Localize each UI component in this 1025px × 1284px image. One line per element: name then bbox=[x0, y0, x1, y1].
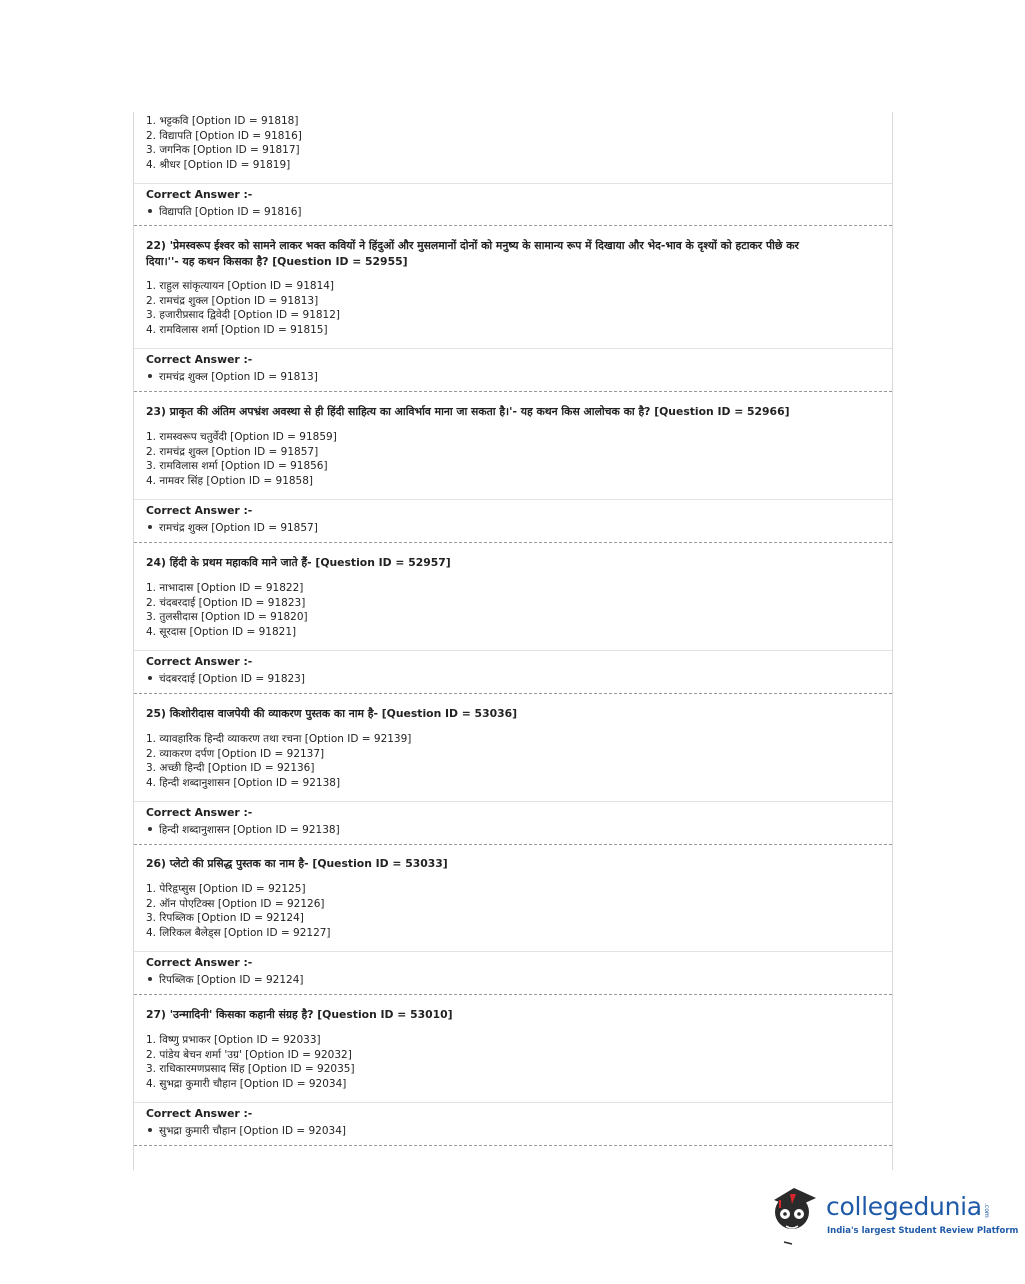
correct-answer-q22: रामचंद्र शुक्ल [Option ID = 91813] bbox=[146, 370, 318, 384]
option-1: 1. नाभादास [Option ID = 91822] bbox=[146, 582, 304, 594]
option-3: 3. अच्छी हिन्दी [Option ID = 92136] bbox=[146, 762, 315, 775]
correct-answer-label: Correct Answer :- bbox=[146, 956, 253, 969]
options-list-q21 bbox=[146, 114, 302, 173]
option-4: 4. सूरदास [Option ID = 91821] bbox=[146, 626, 297, 639]
option-4: 4. सुभद्रा कुमारी चौहान [Option ID = 92034] bbox=[146, 1078, 347, 1091]
option-3: 3. रामविलास शर्मा [Option ID = 91856] bbox=[146, 460, 328, 473]
options-list-q22 bbox=[146, 279, 340, 338]
question-divider bbox=[134, 225, 892, 226]
divider bbox=[134, 951, 892, 952]
correct-answer-label: Correct Answer :- bbox=[146, 504, 253, 517]
option-4: 4. नामवर सिंह [Option ID = 91858] bbox=[146, 475, 314, 488]
brand-tagline: India's largest Student Review Platform bbox=[827, 1226, 1019, 1236]
option-1: 1. रामस्वरूप चतुर्वेदी [Option ID = 91859] bbox=[146, 431, 337, 443]
bullet-icon bbox=[148, 1128, 152, 1132]
option-2: 2. ऑन पोएटिक्स [Option ID = 92126] bbox=[146, 897, 325, 910]
divider bbox=[134, 183, 892, 184]
correct-answer-q21: विद्यापति [Option ID = 91816] bbox=[146, 205, 302, 219]
options-list-q24 bbox=[146, 581, 308, 640]
option-2: 2. पांडेय बेचन शर्मा 'उग्र' [Option ID = 92032] bbox=[146, 1048, 352, 1061]
option-2: 2. रामचंद्र शुक्ल [Option ID = 91857] bbox=[146, 445, 319, 458]
correct-answer-label: Correct Answer :- bbox=[146, 188, 253, 201]
option-1: 1. विष्णु प्रभाकर [Option ID = 92033] bbox=[146, 1034, 321, 1046]
options-list-q26 bbox=[146, 882, 331, 941]
option-4: 4. श्रीधर [Option ID = 91819] bbox=[146, 159, 291, 172]
option-2: 2. रामचंद्र शुक्ल [Option ID = 91813] bbox=[146, 294, 319, 307]
question-divider bbox=[134, 844, 892, 845]
correct-answer-q27: सुभद्रा कुमारी चौहान [Option ID = 92034] bbox=[146, 1124, 346, 1138]
question-divider bbox=[134, 1145, 892, 1146]
option-4: 4. लिरिकल बैलेड्स [Option ID = 92127] bbox=[146, 927, 331, 940]
question-q26: 26) प्लेटो की प्रसिद्ध पुस्तक का नाम है- [Question ID = 53033] bbox=[146, 857, 448, 870]
question-q25: 25) किशोरीदास वाजपेयी की व्याकरण पुस्तक का नाम है- [Question ID = 53036] bbox=[146, 707, 518, 720]
question-q22: 22) 'प्रेमस्वरूप ईश्वर को सामने लाकर भक्त कवियों ने हिंदुओं और मुसलमानों दोनों को मनुष्य के सामान्य रूप में दिखाया और भेद-भाव के दृश्यों को हटाकर पीछे कर दिया।''- यह कथन किसका है? [Question ID = 52955] bbox=[146, 239, 799, 268]
correct-answer-label: Correct Answer :- bbox=[146, 655, 253, 668]
question-divider bbox=[134, 994, 892, 995]
bullet-icon bbox=[148, 827, 152, 831]
option-3: 3. रिपब्लिक [Option ID = 92124] bbox=[146, 912, 304, 925]
divider bbox=[134, 1102, 892, 1103]
brand-domain: .com bbox=[983, 1203, 990, 1218]
correct-answer-q23: रामचंद्र शुक्ल [Option ID = 91857] bbox=[146, 521, 318, 535]
option-2: 2. चंदबरदाई [Option ID = 91823] bbox=[146, 596, 306, 609]
option-3: 3. तुलसीदास [Option ID = 91820] bbox=[146, 611, 308, 624]
question-divider bbox=[134, 693, 892, 694]
divider bbox=[134, 499, 892, 500]
option-2: 2. व्याकरण दर्पण [Option ID = 92137] bbox=[146, 747, 325, 760]
question-q23: 23) प्राकृत की अंतिम अपभ्रंश अवस्था से ही हिंदी साहित्य का आविर्भाव माना जा सकता है।'- यह कथन किस आलोचक का है? [Question ID = 52966] bbox=[146, 405, 790, 418]
question-q24: 24) हिंदी के प्रथम महाकवि माने जाते हैं- [Question ID = 52957] bbox=[146, 556, 451, 569]
option-3: 3. जगनिक [Option ID = 91817] bbox=[146, 144, 300, 157]
bullet-icon bbox=[148, 676, 152, 680]
options-list-q23 bbox=[146, 430, 337, 489]
question-divider bbox=[134, 391, 892, 392]
option-4: 4. रामविलास शर्मा [Option ID = 91815] bbox=[146, 324, 328, 337]
correct-answer-label: Correct Answer :- bbox=[146, 353, 253, 366]
correct-answer-label: Correct Answer :- bbox=[146, 806, 253, 819]
question-q27: 27) 'उन्मादिनी' किसका कहानी संग्रह है? [Question ID = 53010] bbox=[146, 1008, 453, 1021]
divider bbox=[134, 801, 892, 802]
divider bbox=[134, 348, 892, 349]
correct-answer-label: Correct Answer :- bbox=[146, 1107, 253, 1120]
bullet-icon bbox=[148, 209, 152, 213]
bullet-icon bbox=[148, 977, 152, 981]
options-list-q27 bbox=[146, 1033, 355, 1092]
options-list-q25 bbox=[146, 732, 411, 791]
brand-wordmark: collegedunia bbox=[826, 1192, 982, 1221]
option-4: 4. हिन्दी शब्दानुशासन [Option ID = 92138] bbox=[146, 777, 341, 790]
divider bbox=[134, 650, 892, 651]
option-2: 2. विद्यापति [Option ID = 91816] bbox=[146, 129, 302, 142]
option-1: 1. व्यावहारिक हिन्दी व्याकरण तथा रचना [Option ID = 92139] bbox=[146, 733, 412, 745]
bullet-icon bbox=[148, 374, 152, 378]
option-3: 3. हजारीप्रसाद द्विवेदी [Option ID = 91812] bbox=[146, 309, 341, 322]
option-1: 1. राहुल सांकृत्यायन [Option ID = 91814] bbox=[146, 280, 335, 292]
mascot-icon bbox=[774, 1188, 816, 1244]
option-1: 1. पेरिहृप्सुस [Option ID = 92125] bbox=[146, 883, 306, 895]
bullet-icon bbox=[148, 525, 152, 529]
correct-answer-q25: हिन्दी शब्दानुशासन [Option ID = 92138] bbox=[146, 823, 340, 837]
option-1: 1. भट्टकवि [Option ID = 91818] bbox=[146, 115, 299, 127]
correct-answer-q26: रिपब्लिक [Option ID = 92124] bbox=[146, 973, 304, 987]
correct-answer-q24: चंदबरदाई [Option ID = 91823] bbox=[146, 672, 305, 686]
option-3: 3. राधिकारमणप्रसाद सिंह [Option ID = 92035] bbox=[146, 1063, 355, 1076]
question-divider bbox=[134, 542, 892, 543]
